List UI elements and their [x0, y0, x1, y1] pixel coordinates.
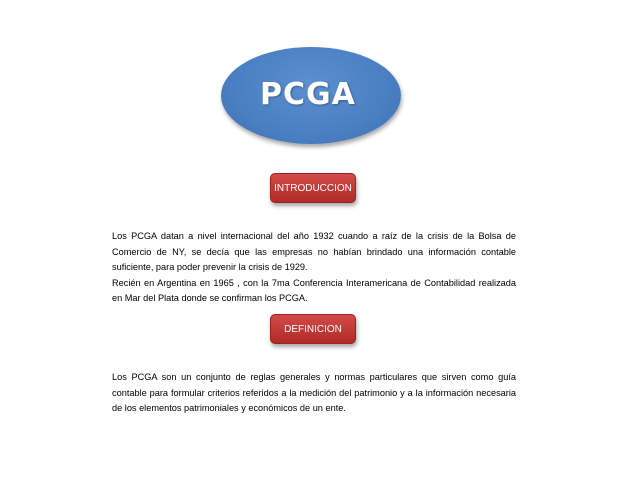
intro-paragraph-2: Recién en Argentina en 1965 , con la 7ma Conferencia Interamericana de Contabilidad realizada en Mar del Plata donde se confirman los PCGA. [112, 277, 516, 303]
page-title: PCGA [260, 77, 356, 112]
introduccion-button[interactable]: INTRODUCCION [270, 173, 356, 203]
definicion-button[interactable]: DEFINICION [270, 314, 356, 344]
intro-paragraph-1: Los PCGA datan a nivel internacional del año 1932 cuando a raíz de la crisis de la Bolsa de Comercio de NY, se decía que las empresas no habían brindado una información contable suficiente, para poder prevenir la crisis de 1929. [112, 231, 516, 272]
definition-text-block [112, 370, 516, 417]
intro-text-block [112, 229, 516, 307]
definition-paragraph: Los PCGA son un conjunto de reglas generales y normas particulares que sirven como guía contable para formular criterios referidos a la medición del patrimonio y a la información necesaria de los elementos patrimoniales y económicos de un ente. [112, 372, 516, 413]
